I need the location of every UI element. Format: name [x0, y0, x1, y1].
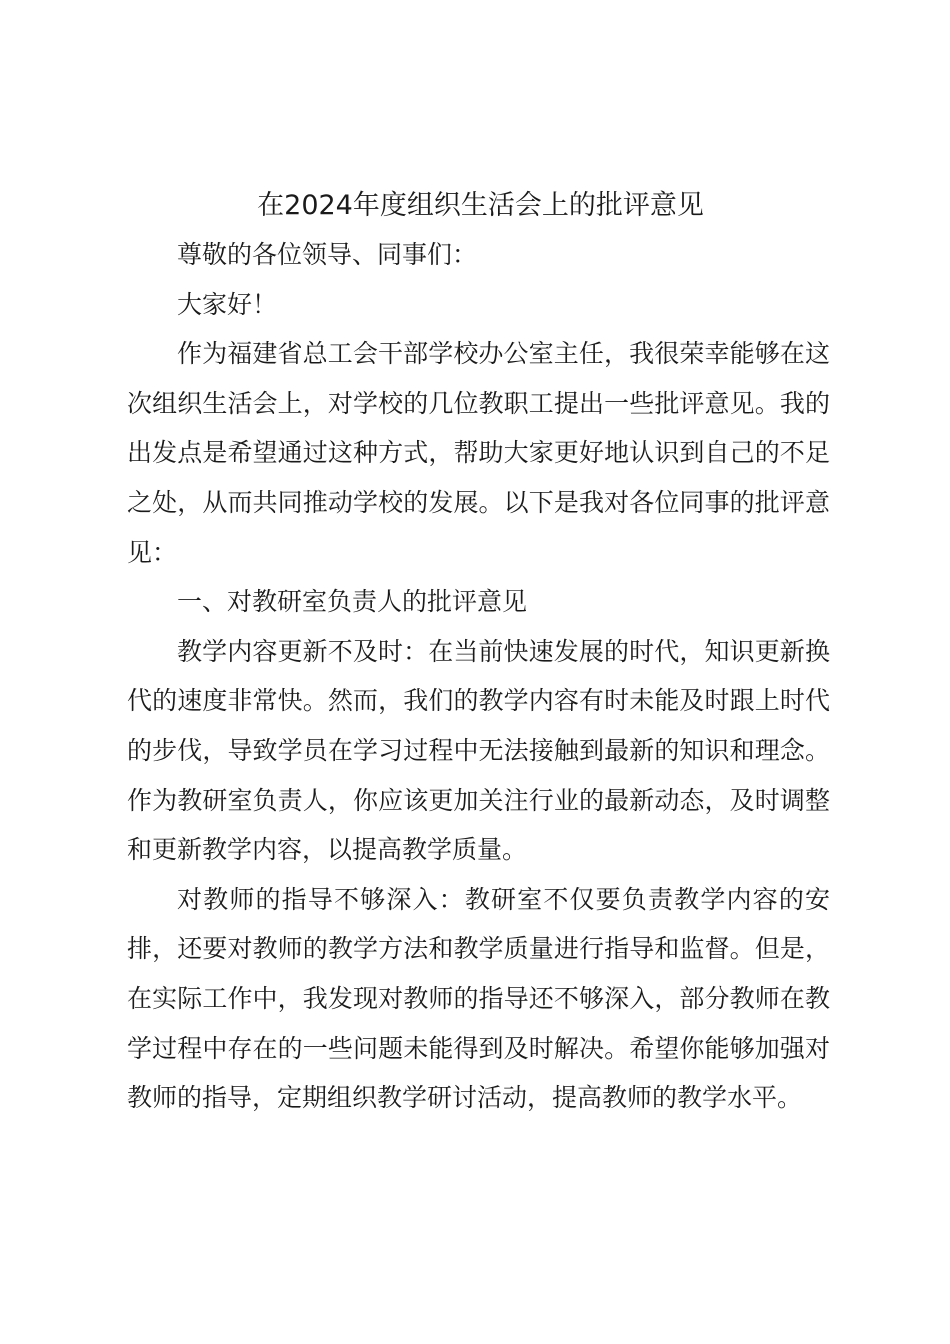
body-paragraph: 教学内容更新不及时：在当前快速发展的时代，知识更新换代的速度非常快。然而，我们的教学内容有时未能及时跟上时代的步伐，导致学员在学习过程中无法接触到最新的知识和理念。作为教研室负责人，你应该更加关注行业的最新动态，及时调整和更新教学内容，以提高教学质量。 — [127, 636, 830, 865]
document-title: 在2024年度组织生活会上的批评意见 — [257, 190, 704, 221]
greeting: 大家好！ — [177, 289, 278, 319]
section-heading: 一、对教研室负责人的批评意见 — [177, 587, 528, 617]
intro-paragraph: 作为福建省总工会干部学校办公室主任，我很荣幸能够在这次组织生活会上，对学校的几位教职工提出一些批评意见。我的出发点是希望通过这种方式，帮助大家更好地认识到自己的不足之处，从而共同推动学校的发展。以下是我对各位同事的批评意见： — [127, 339, 830, 567]
body-paragraph: 对教师的指导不够深入：教研室不仅要负责教学内容的安排，还要对教师的教学方法和教学质量进行指导和监督。但是，在实际工作中，我发现对教师的指导还不够深入，部分教师在教学过程中存在的一些问题未能得到及时解决。希望你能够加强对教师的指导，定期组织教学研讨活动，提高教师的教学水平。 — [127, 884, 830, 1113]
document-page — [127, 183, 830, 1123]
salutation: 尊敬的各位领导、同事们： — [177, 240, 478, 269]
